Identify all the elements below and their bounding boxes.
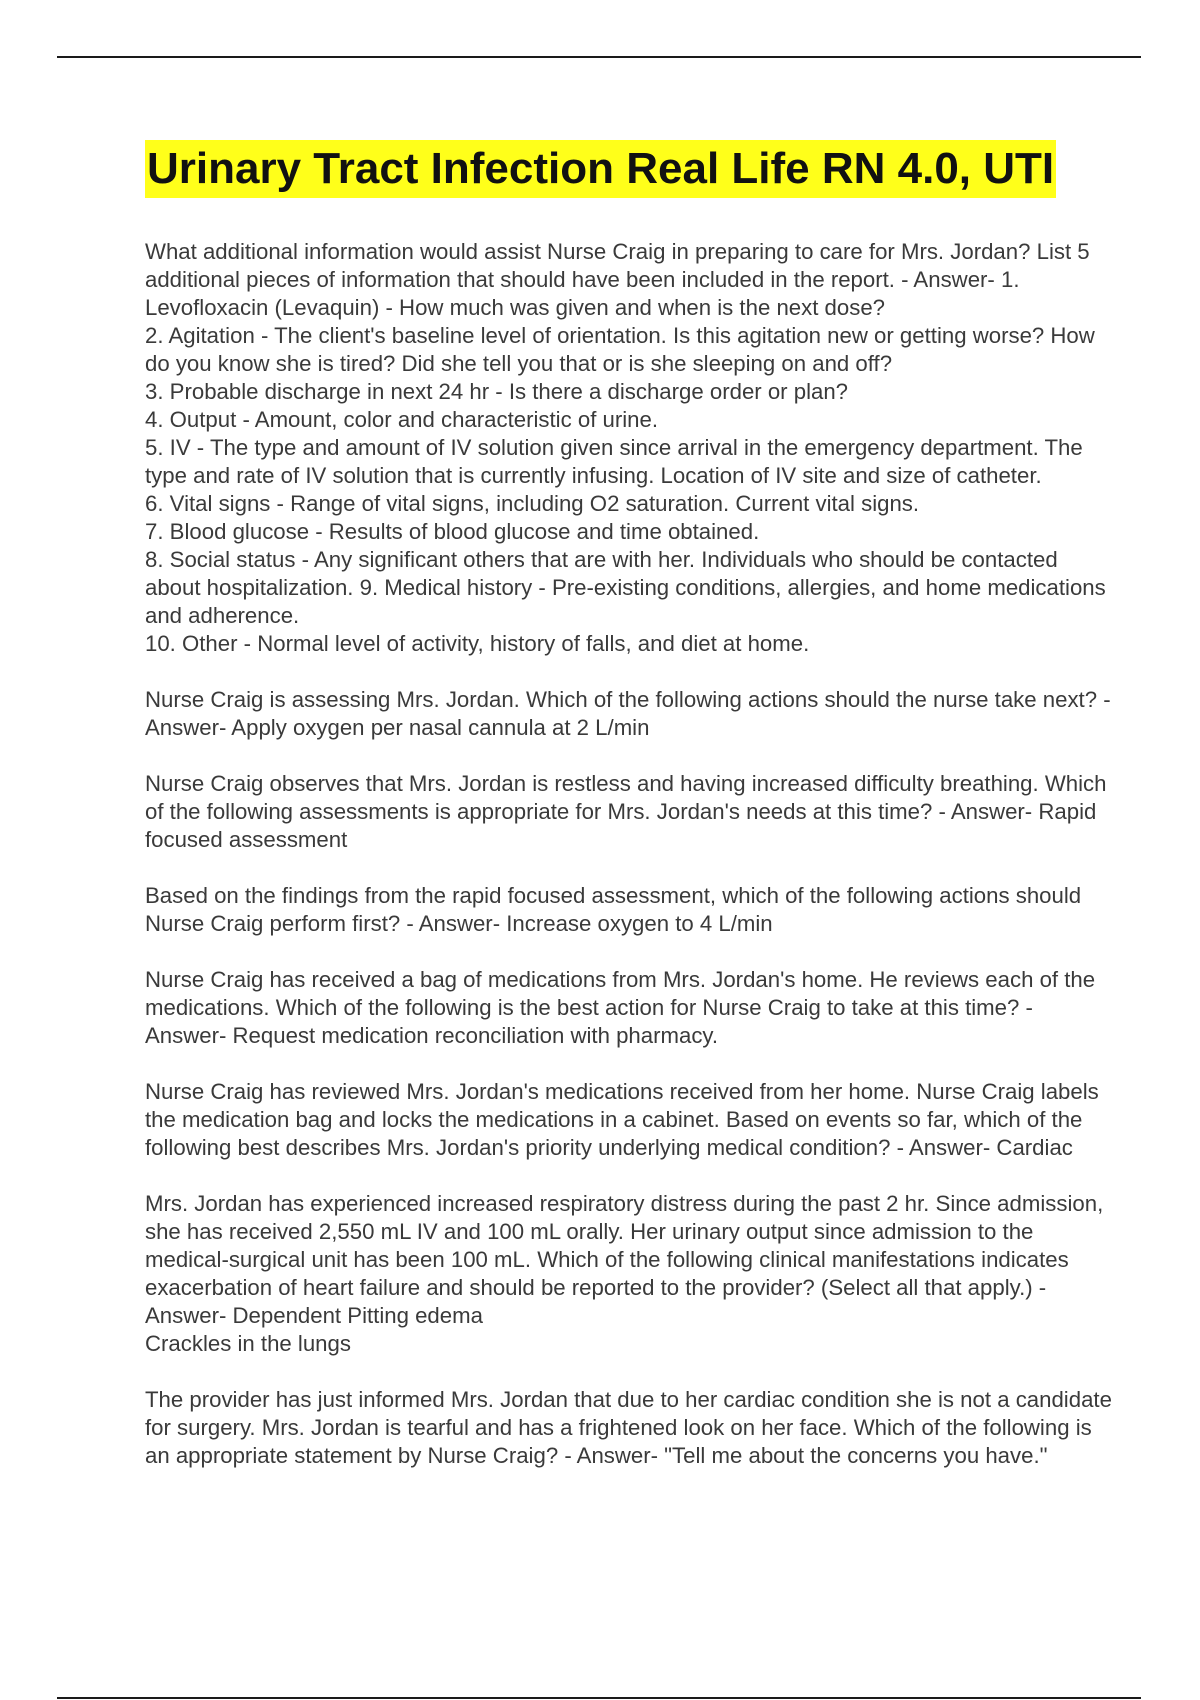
qa-block bbox=[145, 882, 1200, 938]
qa-line: 6. Vital signs - Range of vital signs, including O2 saturation. Current vital signs. bbox=[145, 491, 920, 516]
qa-line: Nurse Craig has reviewed Mrs. Jordan's medications received from her home. Nurse Craig labels bbox=[145, 1079, 1099, 1104]
qa-list bbox=[145, 238, 1200, 1470]
top-rule bbox=[57, 56, 1141, 58]
qa-line: 8. Social status - Any significant others that are with her. Individuals who should be contacted bbox=[145, 547, 1058, 572]
qa-line: 5. IV - The type and amount of IV solution given since arrival in the emergency department. The bbox=[145, 435, 1083, 460]
qa-line: What additional information would assist Nurse Craig in preparing to care for Mrs. Jordan? List 5 bbox=[145, 239, 1090, 264]
document-title: Urinary Tract Infection Real Life RN 4.0, UTI bbox=[145, 140, 1056, 198]
qa-line: Levofloxacin (Levaquin) - How much was given and when is the next dose? bbox=[145, 295, 885, 320]
qa-line: 7. Blood glucose - Results of blood glucose and time obtained. bbox=[145, 519, 760, 544]
qa-block bbox=[145, 238, 1200, 658]
bottom-rule bbox=[57, 1697, 1141, 1699]
qa-line: about hospitalization. 9. Medical history - Pre-existing conditions, allergies, and home medications bbox=[145, 575, 1106, 600]
qa-line: Nurse Craig observes that Mrs. Jordan is restless and having increased difficulty breathing. Which bbox=[145, 771, 1107, 796]
qa-line: Nurse Craig perform first? - Answer- Increase oxygen to 4 L/min bbox=[145, 911, 773, 936]
qa-block bbox=[145, 770, 1200, 854]
qa-line: Nurse Craig has received a bag of medications from Mrs. Jordan's home. He reviews each of the bbox=[145, 967, 1096, 992]
qa-line: medications. Which of the following is the best action for Nurse Craig to take at this time? - bbox=[145, 995, 1033, 1020]
qa-line: 3. Probable discharge in next 24 hr - Is there a discharge order or plan? bbox=[145, 379, 849, 404]
qa-line: exacerbation of heart failure and should be reported to the provider? (Select all that apply.) - bbox=[145, 1275, 1047, 1300]
qa-line: following best describes Mrs. Jordan's priority underlying medical condition? - Answer- Cardiac bbox=[145, 1135, 1073, 1160]
qa-line: Crackles in the lungs bbox=[145, 1331, 351, 1356]
qa-line: do you know she is tired? Did she tell you that or is she sleeping on and off? bbox=[145, 351, 893, 376]
qa-line: Answer- Dependent Pitting edema bbox=[145, 1303, 483, 1328]
qa-line: focused assessment bbox=[145, 827, 348, 852]
qa-line: Nurse Craig is assessing Mrs. Jordan. Which of the following actions should the nurse take next? - bbox=[145, 687, 1111, 712]
qa-line: of the following assessments is appropriate for Mrs. Jordan's needs at this time? - Answer- Rapid bbox=[145, 799, 1097, 824]
document-body bbox=[145, 140, 1200, 1498]
qa-block bbox=[145, 1190, 1200, 1358]
qa-line: an appropriate statement by Nurse Craig? - Answer- "Tell me about the concerns you have." bbox=[145, 1443, 1048, 1468]
qa-block bbox=[145, 966, 1200, 1050]
qa-line: Answer- Request medication reconciliation with pharmacy. bbox=[145, 1023, 719, 1048]
qa-line: type and rate of IV solution that is currently infusing. Location of IV site and size of catheter. bbox=[145, 463, 1042, 488]
qa-line: for surgery. Mrs. Jordan is tearful and has a frightened look on her face. Which of the following is bbox=[145, 1415, 1092, 1440]
qa-block bbox=[145, 1386, 1200, 1470]
qa-line: The provider has just informed Mrs. Jordan that due to her cardiac condition she is not a candidate bbox=[145, 1387, 1112, 1412]
qa-block bbox=[145, 1078, 1200, 1162]
qa-line: the medication bag and locks the medications in a cabinet. Based on events so far, which of the bbox=[145, 1107, 1083, 1132]
qa-line: 4. Output - Amount, color and characteristic of urine. bbox=[145, 407, 659, 432]
qa-line: 10. Other - Normal level of activity, history of falls, and diet at home. bbox=[145, 631, 810, 656]
qa-line: additional pieces of information that should have been included in the report. - Answer- 1. bbox=[145, 267, 1020, 292]
qa-block bbox=[145, 686, 1200, 742]
qa-line: Answer- Apply oxygen per nasal cannula at 2 L/min bbox=[145, 715, 650, 740]
qa-line: 2. Agitation - The client's baseline level of orientation. Is this agitation new or getting worse? How bbox=[145, 323, 1095, 348]
qa-line: Mrs. Jordan has experienced increased respiratory distress during the past 2 hr. Since admission, bbox=[145, 1191, 1104, 1216]
qa-line: medical-surgical unit has been 100 mL. Which of the following clinical manifestations indicates bbox=[145, 1247, 1069, 1272]
qa-line: Based on the findings from the rapid focused assessment, which of the following actions should bbox=[145, 883, 1082, 908]
qa-line: she has received 2,550 mL IV and 100 mL orally. Her urinary output since admission to the bbox=[145, 1219, 1034, 1244]
title-container bbox=[145, 140, 1200, 198]
qa-line: and adherence. bbox=[145, 603, 300, 628]
